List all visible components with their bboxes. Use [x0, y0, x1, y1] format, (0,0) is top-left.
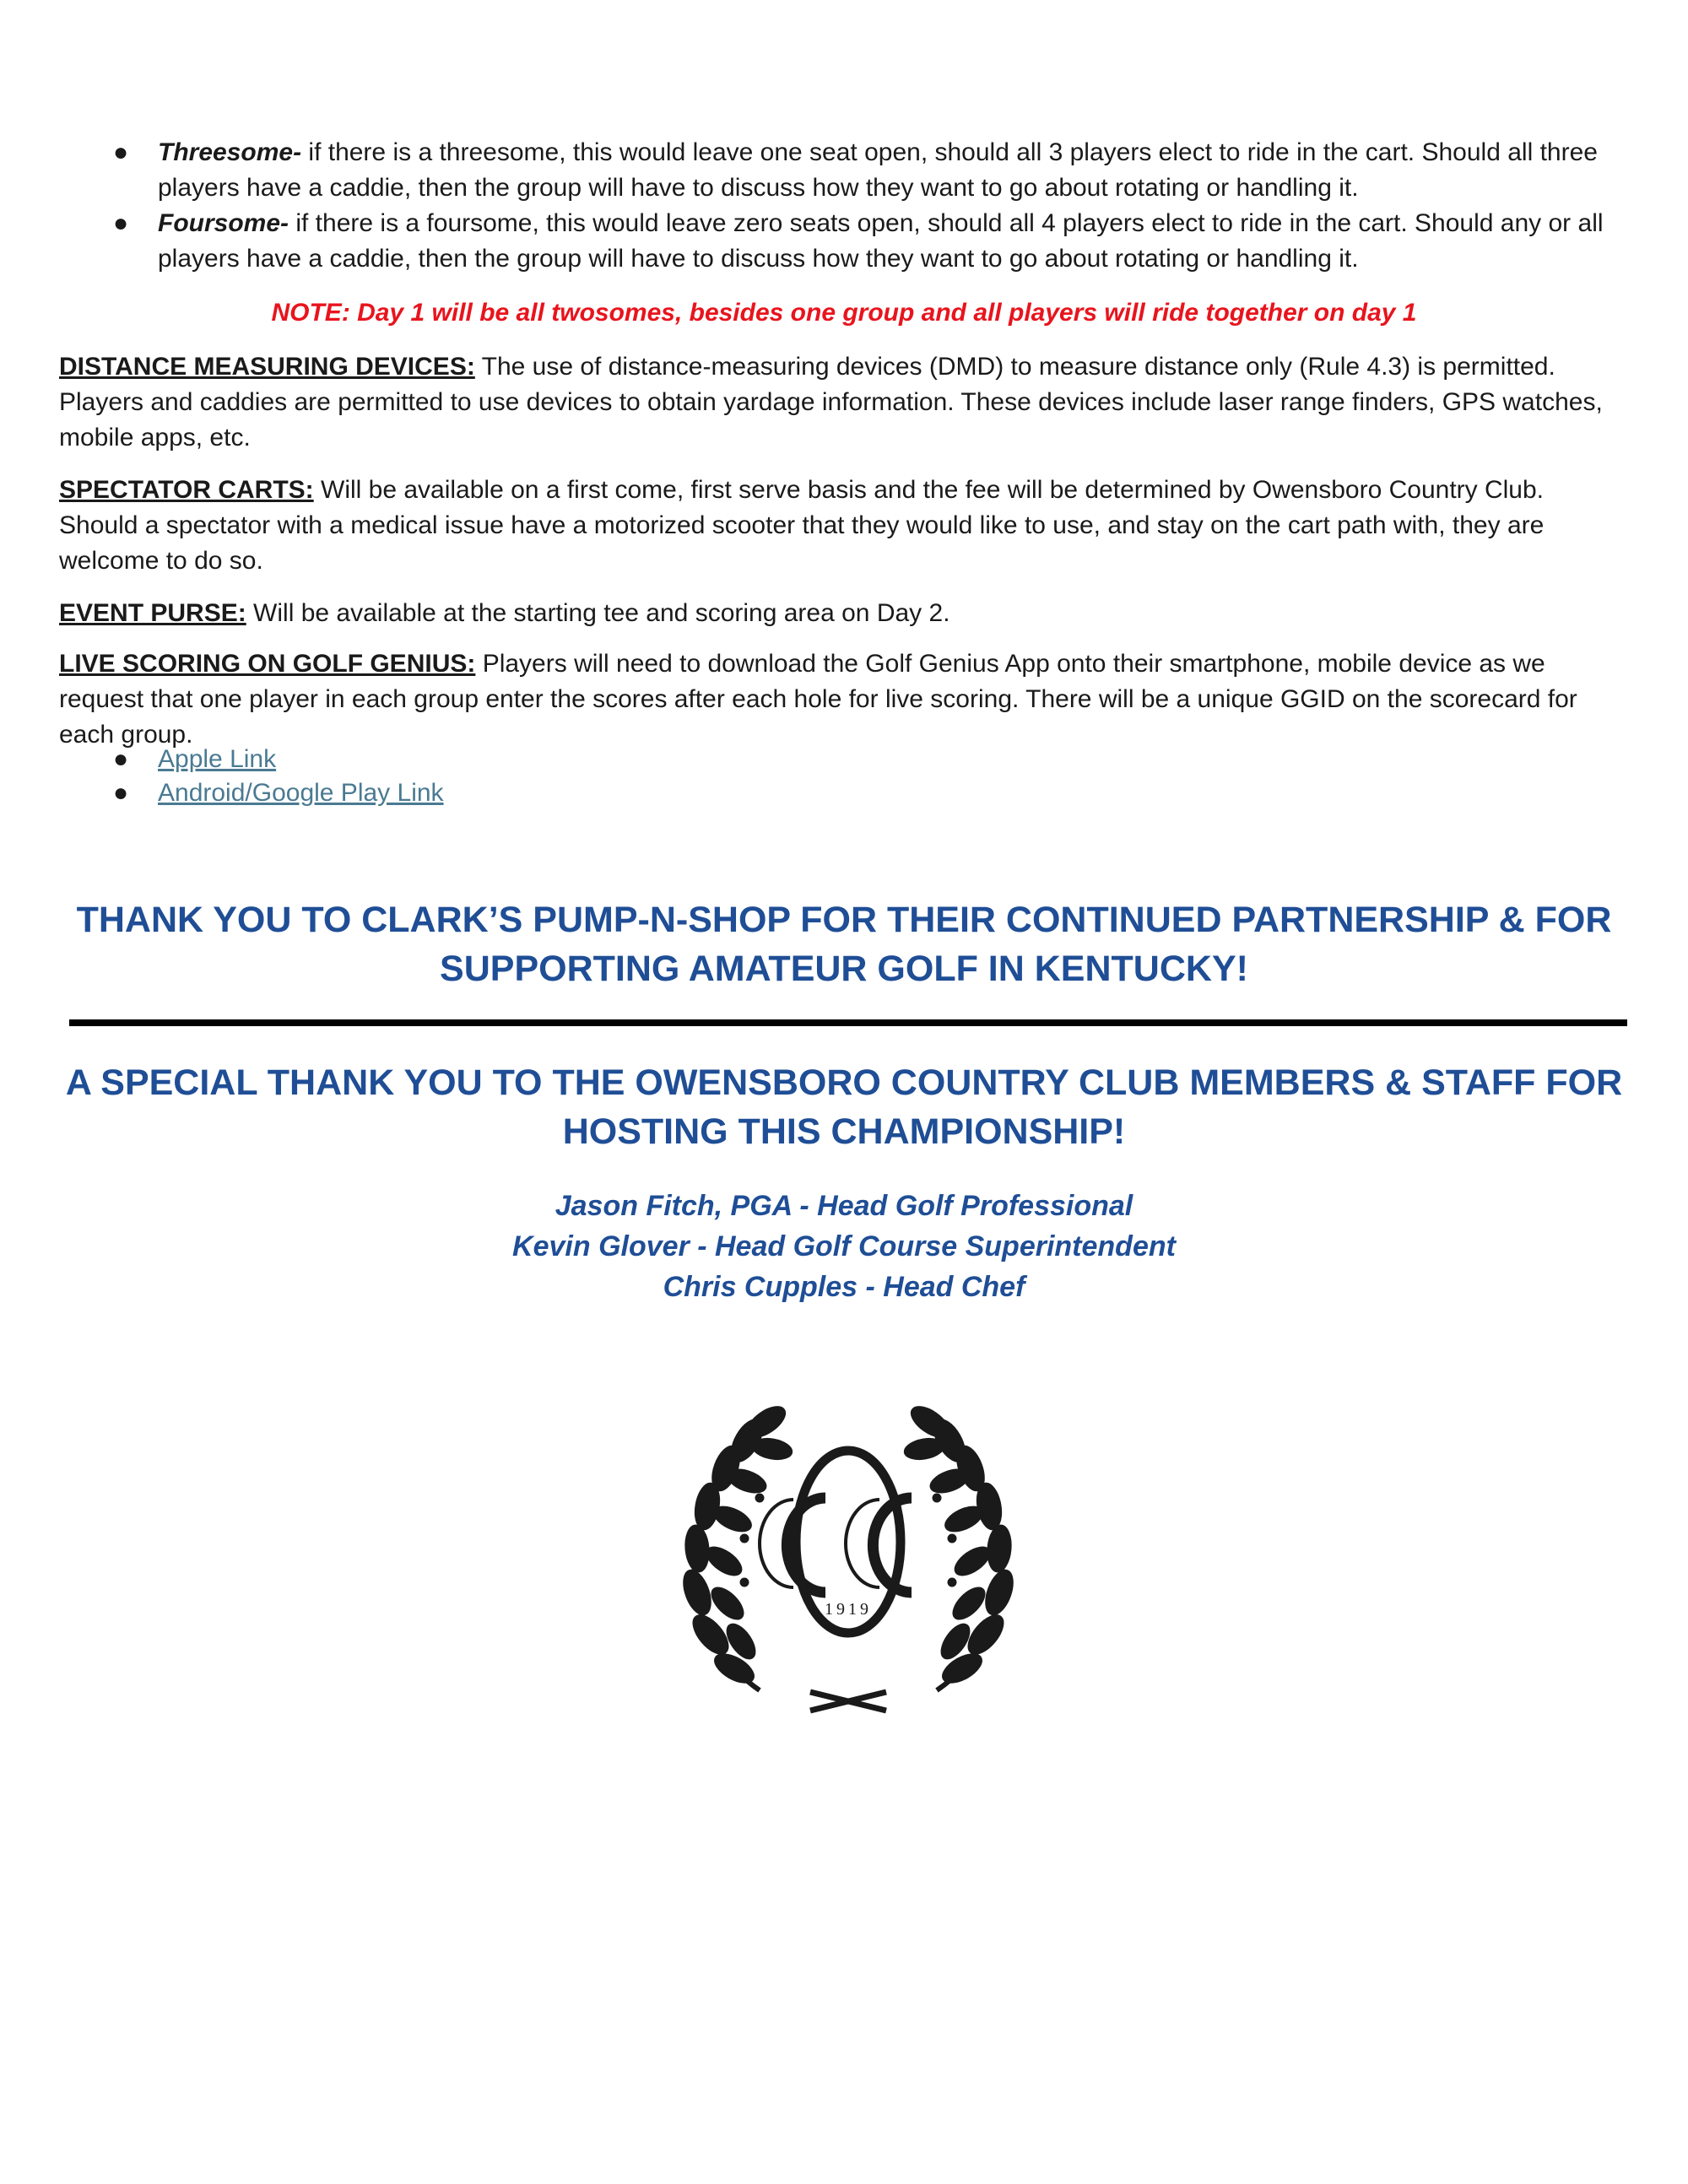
bullet-icon: ● [113, 779, 129, 807]
bullet-icon: ● [113, 138, 129, 166]
logo-year: 1919 [825, 1600, 872, 1619]
dmd-heading: DISTANCE MEASURING DEVICES: [59, 353, 475, 381]
host-thank-you-banner: A SPECIAL THANK YOU TO THE OWENSBORO COUNTRY CLUB MEMBERS & STAFF FOR HOSTING THIS CHAMPIONSHIP! [65, 1062, 1623, 1152]
sponsor-thank-you-banner: THANK YOU TO CLARK’S PUMP-N-SHOP FOR THEIR CONTINUED PARTNERSHIP & FOR SUPPORTING AMATEUR GOLF IN KENTUCKY! [76, 900, 1612, 989]
dmd-section: DISTANCE MEASURING DEVICES: The use of distance-measuring devices (DMD) to measure distance only (Rule 4.3) is permitted. Players and caddies are permitted to use devices to obtain yardage information. These devices include laser range finders, GPS watches, mobile apps, etc. [59, 353, 1603, 451]
laurel-wreath-left [678, 1400, 793, 1690]
event-purse-heading: EVENT PURSE: [59, 599, 246, 627]
staff-line: Jason Fitch, PGA - Head Golf Professional [555, 1190, 1133, 1222]
live-scoring-heading: LIVE SCORING ON GOLF GENIUS: [59, 650, 476, 678]
ribbon-icon [810, 1692, 886, 1711]
laurel-wreath-right [902, 1400, 1018, 1690]
list-item: ● Foursome- if there is a foursome, this would leave zero seats open, should all 4 players elect to ride in the cart. Should any or all players have a caddie, then the group will have to discuss how they want to go about rotating or handling it. [0, 206, 1688, 277]
spectator-carts-heading: SPECTATOR CARTS: [59, 476, 314, 504]
apple-link[interactable]: Apple Link [158, 745, 277, 773]
divider [69, 1019, 1627, 1026]
staff-line: Kevin Glover - Head Golf Course Superintendent [512, 1230, 1176, 1262]
bullet-icon: ● [113, 209, 129, 237]
cart-rules-list [0, 135, 1688, 277]
spectator-carts-section: SPECTATOR CARTS: Will be available on a first come, first serve basis and the fee will be determined by Owensboro Country Club. Should a spectator with a medical issue have a motorized scooter that they would like to use, and stay on the cart path with, they are welcome to do so. [59, 476, 1545, 575]
list-item [0, 776, 1688, 810]
list-item: ● Threesome- if there is a threesome, this would leave one seat open, should all 3 players elect to ride in the cart. Should all three players have a caddie, then the group will have to discuss how they want to go about rotating or handling it. [0, 135, 1688, 206]
day1-note: NOTE: Day 1 will be all twosomes, besides one group and all players will ride together on day 1 [271, 299, 1417, 327]
event-purse-section: EVENT PURSE: Will be available at the starting tee and scoring area on Day 2. [59, 599, 950, 627]
owensboro-country-club-logo [667, 1397, 1030, 1717]
live-scoring-section: LIVE SCORING ON GOLF GENIUS: Players will need to download the Golf Genius App onto their smartphone, mobile device as we request that one player in each group enter the scores after each hole for live scoring. There will be a unique GGID on the scorecard for each group. [59, 650, 1577, 749]
staff-line: Chris Cupples - Head Chef [663, 1271, 1025, 1303]
app-links-list [0, 743, 1688, 810]
bullet-icon: ● [113, 745, 129, 773]
staff-credits [0, 1186, 1688, 1307]
android-google-play-link[interactable]: Android/Google Play Link [158, 779, 444, 807]
list-item [0, 743, 1688, 776]
